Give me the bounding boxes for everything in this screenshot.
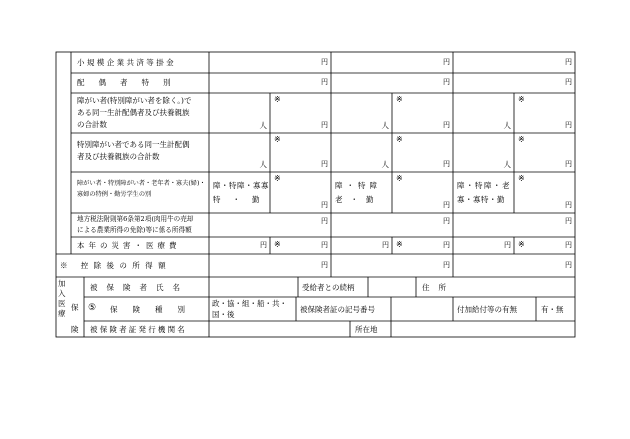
yen-r7-c3a: 円 [504,241,511,249]
yen-r4-c1: 円 [321,160,328,168]
side-char-nyu: 入 [58,289,66,298]
yen-r8-c3: 円 [565,261,572,269]
mark-r5-c2: ※ [396,174,403,183]
mark-r4-c2: ※ [396,135,403,144]
nin-r3-c1: 人 [259,121,267,130]
label-shozaichi: 所在地 [355,325,378,334]
nin-r4-c2: 人 [381,160,389,169]
label-tokubetsu-l1: 特別障がい者である同一生計配偶 [77,140,190,149]
label-jusho: 住所 [422,283,455,292]
yen-r3-c2: 円 [443,121,450,129]
yen-r5-c1: 円 [321,201,328,209]
label-kafu: 障がい者・特別障がい者・老年者・寡夫(婦)・寡婦の特例・勤労学生の別 [77,180,206,198]
label-haigusha: 配偶者特別 [77,78,185,87]
mark-r4-c3: ※ [518,135,525,144]
label-shokibo: 小規模企業共済等掛金 [77,58,176,67]
kafu-opt1-l1: 障・特障・寡寡 [213,181,269,190]
yen-r7-c1b: 円 [321,241,328,249]
yen-r2-c1: 円 [321,78,328,86]
mark-r5-c3: ※ [518,174,525,183]
shurui-opts-l1: 政・協・組・船・共・ [212,299,287,308]
yen-r6-c1: 円 [321,217,328,225]
side-char-ryo: 療 [58,309,66,318]
label-hihokensha-name: 被保険者氏名 [90,283,189,292]
label-shurui: 保険種別 [110,305,200,314]
mark-r7-c3: ※ [518,240,525,249]
kafu-opt1-l2: 特・勤 [213,195,272,204]
yen-r7-c2a: 円 [382,241,389,249]
label-tokubetsu-l2: 者及び扶養親族の合計数 [77,152,160,161]
nin-r3-c3: 人 [503,121,511,130]
yen-r7-c2b: 円 [443,241,450,249]
yen-r6-c2: 円 [443,217,450,225]
label-kigo: 被保険者証の記号番号 [300,305,375,314]
umu-choice: 有・無 [541,305,564,314]
label-fuka: 付加給付等の有無 [457,305,517,314]
shurui-number: ⑤ [88,303,97,313]
yen-r6-c3: 円 [565,217,572,225]
side-char-ken: 険 [71,325,79,334]
label-hakko: 被保険者証発行機関名 [90,325,187,334]
side-char-ka: 加 [58,279,66,288]
nin-r4-c1: 人 [259,160,267,169]
label-saigai: 本年の災害・医療費 [77,241,181,250]
kafu-opt3-l1: 障・特障・老 [457,181,511,190]
yen-r1-c2: 円 [443,58,450,66]
mark-r3-c1: ※ [274,95,281,104]
kafu-opt3-l2: 寡・寡特・勤 [457,195,505,204]
yen-r2-c2: 円 [443,78,450,86]
yen-r3-c1: 円 [321,121,328,129]
yen-r5-c2: 円 [443,201,450,209]
mark-r7-c1: ※ [274,240,281,249]
nin-r3-c2: 人 [381,121,389,130]
side-char-ho: 保 [71,303,79,312]
side-char-i: 医 [58,299,66,308]
label-shogai-l3: の合計数 [77,120,107,129]
shurui-opts-l2: 国・後 [212,310,235,319]
yen-r8-c2: 円 [443,261,450,269]
mark-r3-c3: ※ [518,95,525,104]
mark-r4-c1: ※ [274,135,281,144]
label-zokugara: 受給者との続柄 [302,283,355,292]
kafu-opt2-l2: 老・勤 [335,195,382,204]
yen-r8-c1: 円 [321,261,328,269]
kafu-opt2-l1: 障・特障 [335,181,381,190]
mark-r5-c1: ※ [274,174,281,183]
mark-r3-c2: ※ [396,95,403,104]
yen-r1-c3: 円 [565,58,572,66]
label-chiho-l2: による農業所得の免除)等に係る所得額 [77,226,192,234]
yen-r1-c1: 円 [321,58,328,66]
yen-r4-c3: 円 [565,160,572,168]
label-shogai-l1: 障がい者(特別障がい者を除く。)で [77,96,192,105]
label-kojogo: ※ 控除後の所得額 [60,261,171,270]
yen-r3-c3: 円 [565,121,572,129]
yen-r7-c1a: 円 [260,241,267,249]
nin-r4-c3: 人 [503,160,511,169]
label-chiho-l1: 地方税法附則第6条第2項(肉用牛の売却 [77,215,194,223]
yen-r4-c2: 円 [443,160,450,168]
label-shogai-l2: ある同一生計配偶者及び扶養親族 [77,108,190,117]
mark-r7-c2: ※ [396,240,403,249]
yen-r5-c3: 円 [565,201,572,209]
yen-r7-c3b: 円 [565,241,572,249]
yen-r2-c3: 円 [565,78,572,86]
